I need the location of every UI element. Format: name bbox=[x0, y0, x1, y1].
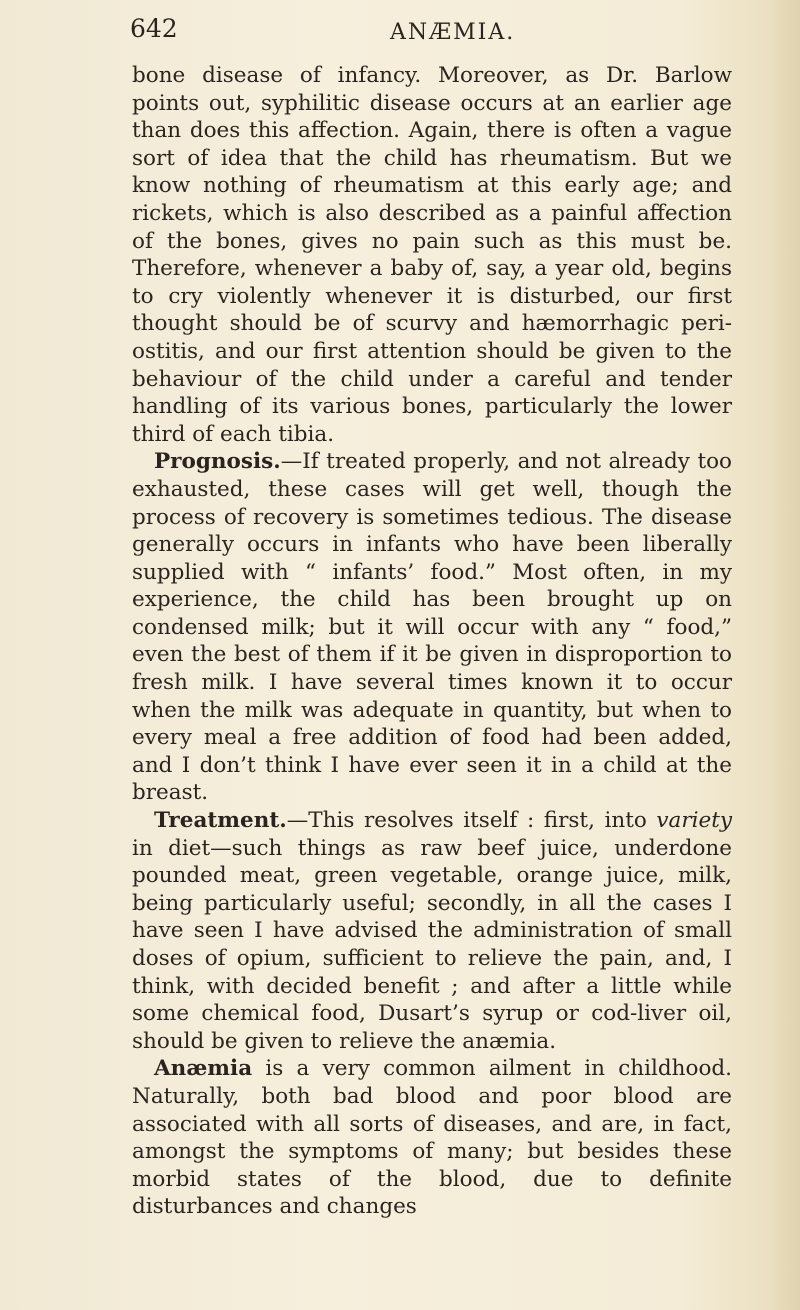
body-text bbox=[132, 62, 732, 1221]
section-heading-anaemia: Anæmia bbox=[154, 1056, 253, 1082]
running-head: ANÆMIA. bbox=[390, 20, 516, 45]
paragraph-treatment-text-a: —This resolves itself : first, into bbox=[286, 808, 657, 834]
paragraph-treatment bbox=[132, 807, 732, 1055]
paragraph-prognosis-text: —If treated properly, and not already too exhausted, these cases will get well, though the process of recovery is sometimes tedious. The disease generally occurs in infants who have been liberally supplied with “ infants’ food.” Most often, in my experience, the child has been brought up on condensed milk; but it will occur with any “ food,” even the best of them if it be given in disproportion to fresh milk. I have several times known it to occur when the milk was adequate in quantity, but when to every meal a free addition of food had been added, and I don’t think I have ever seen it in a child at the breast. bbox=[132, 449, 732, 806]
paragraph-continuation: bone disease of infancy. Moreover, as Dr. Barlow points out, syphilitic disease occurs at an earlier age than does this affection. Again, there is often a vague sort of idea that the child has rheumatism. But we know nothing of rheumatism at this early age; and rickets, which is also described as a painful affection of the bones, gives no pain such as this must be. Therefore, whenever a baby of, say, a year old, begins to cry violently whenever it is disturbed, our first thought should be of scurvy and hæmorrhagic peri-ostitis, and our first attention should be given to the behaviour of the child under a careful and tender handling of its various bones, particularly the lower third of each tibia. bbox=[132, 63, 732, 447]
emphasis-variety: variety bbox=[656, 808, 732, 834]
paragraph-anaemia bbox=[132, 1055, 732, 1221]
section-heading-treatment: Treatment. bbox=[154, 808, 287, 834]
paragraph-treatment-text-b: in diet—such things as raw beef juice, underdone pounded meat, green vegetable, orange juice, milk, being particularly useful; secondly, in all the cases I have seen I have advised the administration of small doses of opium, sufficient to relieve the pain, and, I think, with decided benefit ; and after a little while some chemical food, Dusart’s syrup or cod-liver oil, should be given to relieve the anæmia. bbox=[132, 835, 732, 1054]
paragraph-anaemia-text: is a very common ailment in childhood. Naturally, both bad blood and poor blood are associated with all sorts of diseases, and are, in fact, amongst the symptoms of many; but besides these morbid states of the blood, due to definite disturbances and changes bbox=[132, 1056, 732, 1220]
page-header bbox=[130, 14, 710, 54]
section-heading-prognosis: Prognosis. bbox=[154, 449, 281, 475]
paragraph-prognosis bbox=[132, 448, 732, 807]
page-number: 642 bbox=[130, 14, 178, 43]
